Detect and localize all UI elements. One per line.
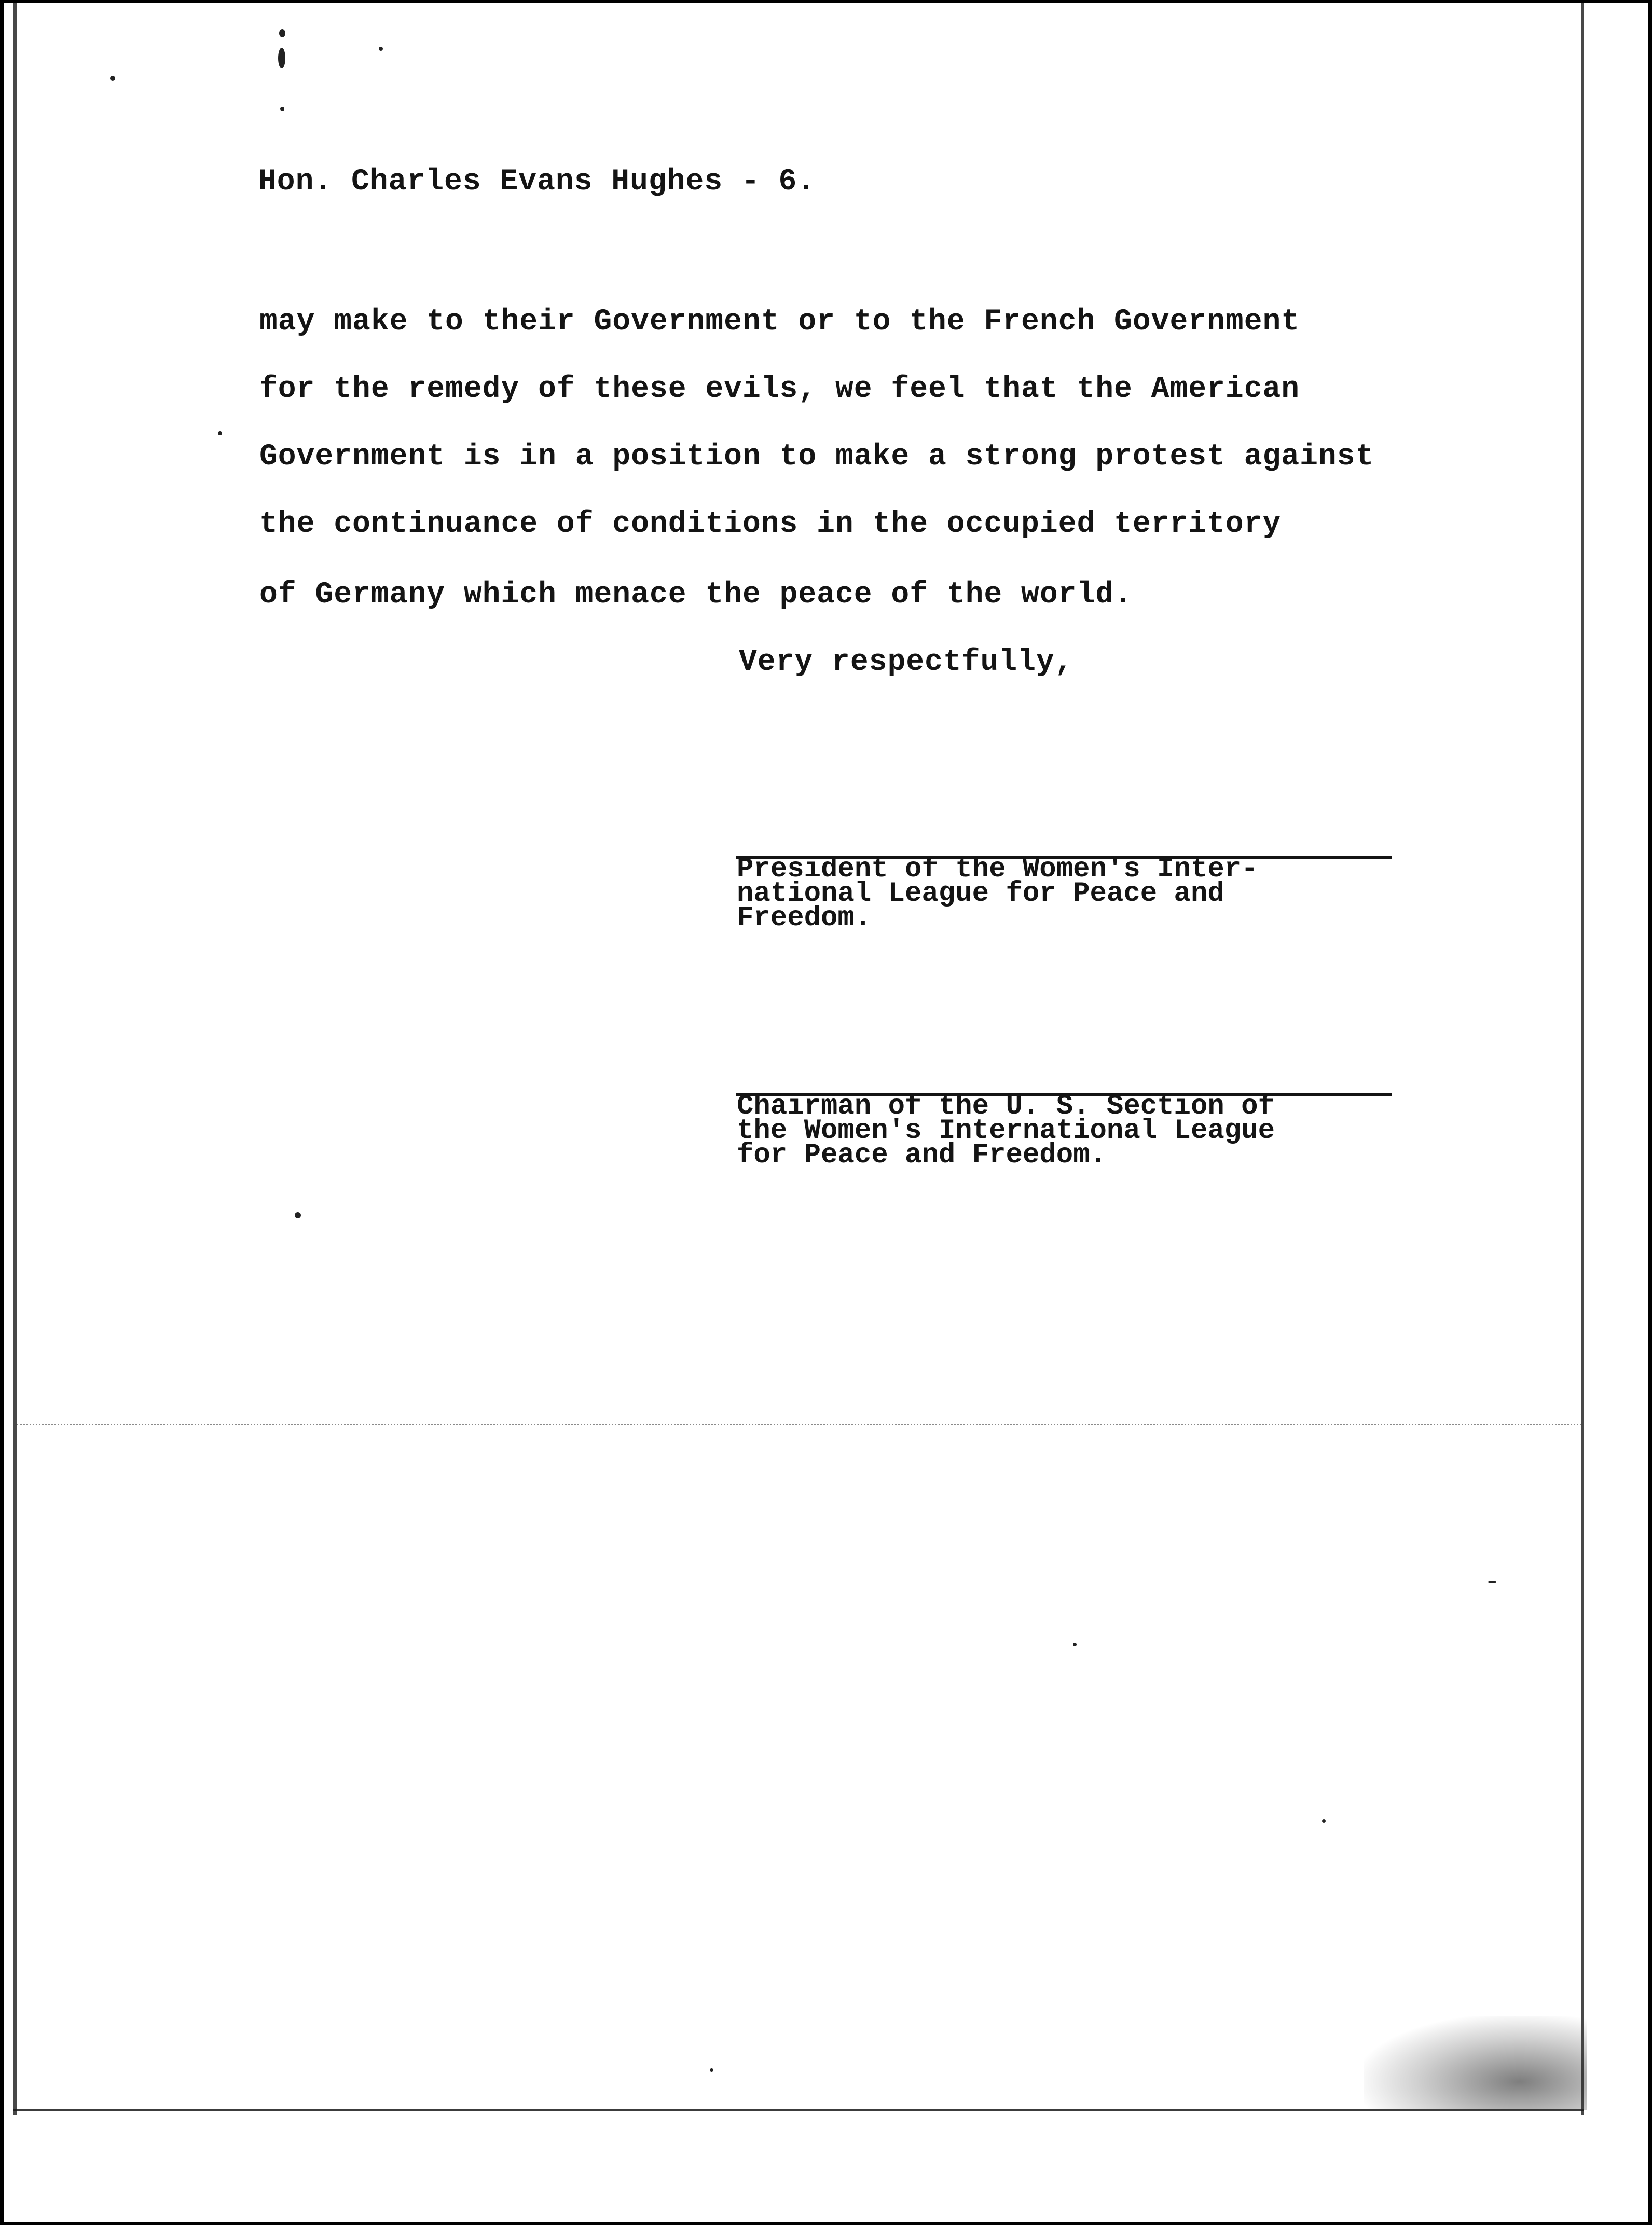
- ink-speck: [1488, 1581, 1496, 1583]
- ink-speck: [1073, 1643, 1077, 1646]
- body-line: Government is in a position to make a strong protest against: [259, 440, 1374, 474]
- signature-title-chairman: [737, 1091, 1275, 1171]
- ink-speck: [1322, 1819, 1326, 1823]
- signature-title-line: for Peace and Freedom.: [737, 1139, 1107, 1171]
- page-left-edge: [13, 3, 17, 2115]
- body-line: for the remedy of these evils, we feel that the American: [259, 373, 1300, 406]
- signature-title-line: Chairman of the U. S. Section of: [737, 1091, 1275, 1122]
- ink-speck: [218, 431, 222, 435]
- signature-title-line: Freedom.: [737, 902, 872, 934]
- page-right-edge: [1581, 3, 1584, 2115]
- ink-speck: [379, 47, 383, 51]
- signature-title-line: national League for Peace and: [737, 878, 1224, 910]
- body-line: the continuance of conditions in the occupied territory: [259, 507, 1282, 541]
- body-line: of Germany which menace the peace of the world.: [259, 578, 1133, 612]
- signature-title-president: [737, 854, 1258, 934]
- ink-speck: [110, 76, 115, 81]
- scan-smudge: [1364, 2016, 1587, 2110]
- paper-fold-line: [17, 1424, 1581, 1425]
- body-line: may make to their Government or to the French Government: [259, 305, 1300, 339]
- signature-title-line: President of the Women's Inter-: [737, 854, 1258, 885]
- letter-header: Hon. Charles Evans Hughes - 6.: [258, 165, 816, 199]
- signature-title-line: the Women's International League: [737, 1115, 1275, 1147]
- closing: Very respectfully,: [739, 645, 1073, 679]
- page-bottom-edge: [13, 2109, 1584, 2111]
- ink-speck: [295, 1212, 301, 1218]
- ink-speck: [710, 2068, 713, 2072]
- ink-speck: [280, 107, 284, 111]
- ink-speck: [278, 48, 285, 68]
- letter-page: [4, 3, 1648, 2222]
- ink-speck: [279, 29, 285, 37]
